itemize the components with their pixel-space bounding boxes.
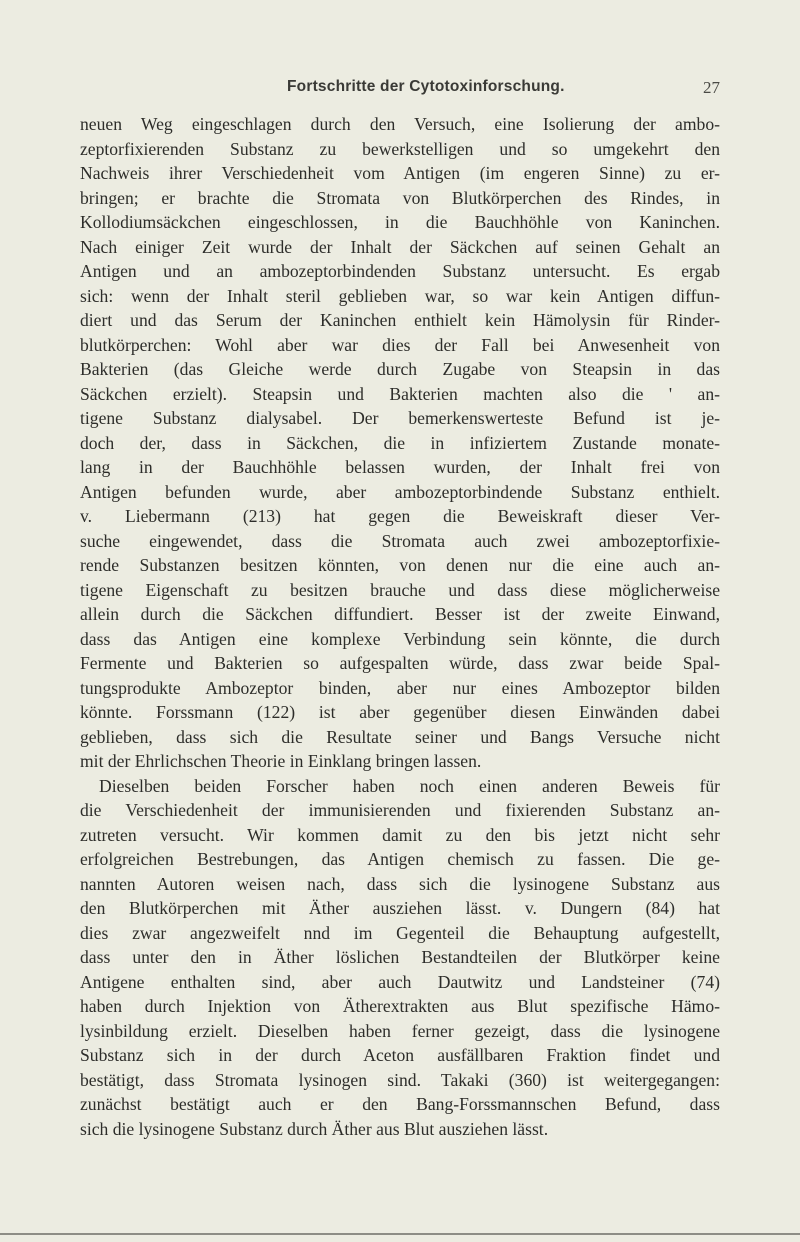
paragraph-end-line: mit der Ehrlichschen Theorie in Einklang bringen lassen. bbox=[80, 751, 482, 771]
page-number: 27 bbox=[703, 78, 720, 97]
text-line: dass unter den in Äther löslichen Bestandteilen der Blutkörper keine bbox=[80, 947, 720, 967]
text-line: lang in der Bauchhöhle belassen wurden, der Inhalt frei von bbox=[80, 457, 720, 477]
text-line: Antigen und an ambozeptorbindenden Substanz untersucht. Es ergab bbox=[80, 261, 720, 281]
text-line: zutreten versucht. Wir kommen damit zu den bis jetzt nicht sehr bbox=[80, 824, 720, 845]
text-line: Fermente und Bakterien so aufgespalten würde, dass zwar beide Spal- bbox=[80, 653, 720, 673]
body-text bbox=[80, 112, 720, 1141]
text-line: Antigene enthalten sind, aber auch Dautwitz und Landsteiner (74) bbox=[80, 971, 720, 992]
text-line: tungsprodukte Ambozeptor binden, aber nur eines Ambozeptor bilden bbox=[80, 677, 720, 698]
text-line: Bakterien (das Gleiche werde durch Zugabe von Steapsin in das bbox=[80, 359, 720, 379]
page-header bbox=[0, 78, 800, 102]
paragraph-end-line: sich die lysinogene Substanz durch Äther aus Blut ausziehen lässt. bbox=[80, 1118, 549, 1139]
text-line: suche eingewendet, dass die Stromata auch zwei ambozeptorfixie- bbox=[80, 530, 720, 551]
text-line: diert und das Serum der Kaninchen enthielt kein Hämolysin für Rinder- bbox=[80, 310, 720, 330]
text-line: v. Liebermann (213) hat gegen die Beweiskraft dieser Ver- bbox=[80, 506, 720, 526]
text-line: sich: wenn der Inhalt steril geblieben war, so war kein Antigen diffun- bbox=[80, 285, 720, 306]
text-line: blutkörperchen: Wohl aber war dies der Fall bei Anwesenheit von bbox=[80, 334, 720, 355]
text-line: dass das Antigen eine komplexe Verbindung sein könnte, die durch bbox=[80, 628, 720, 649]
text-line: geblieben, dass sich die Resultate seiner und Bangs Versuche nicht bbox=[80, 726, 720, 747]
text-line: zeptorfixierenden Substanz zu bewerkstelligen und so umgekehrt den bbox=[80, 138, 720, 159]
text-line: tigene Substanz dialysabel. Der bemerkenswerteste Befund ist je- bbox=[80, 408, 720, 428]
bottom-rule bbox=[0, 1233, 800, 1235]
text-line: haben durch Injektion von Ätherextrakten aus Blut spezifische Hämo- bbox=[80, 996, 720, 1016]
text-line: die Verschiedenheit der immunisierenden und fixierenden Substanz an- bbox=[80, 800, 720, 820]
text-line: nannten Autoren weisen nach, dass sich die lysinogene Substanz aus bbox=[80, 873, 720, 894]
text-line: zunächst bestätigt auch er den Bang-Forssmannschen Befund, dass bbox=[80, 1094, 720, 1114]
text-line: Substanz sich in der durch Aceton ausfällbaren Fraktion findet und bbox=[80, 1045, 720, 1065]
text-line: lysinbildung erzielt. Dieselben haben ferner gezeigt, dass die lysinogene bbox=[80, 1020, 720, 1041]
text-line: bringen; er brachte die Stromata von Blutkörperchen des Rindes, in bbox=[80, 187, 720, 208]
text-line: Antigen befunden wurde, aber ambozeptorbindende Substanz enthielt. bbox=[80, 481, 720, 502]
text-line: allein durch die Säckchen diffundiert. Besser ist der zweite Einwand, bbox=[80, 604, 720, 624]
text-line: Säckchen erzielt). Steapsin und Bakterien machten also die ' an- bbox=[80, 383, 720, 404]
text-line: Nach einiger Zeit wurde der Inhalt der Säckchen auf seinen Gehalt an bbox=[80, 236, 720, 257]
text-line: neuen Weg eingeschlagen durch den Versuch, eine Isolierung der ambo- bbox=[80, 114, 720, 134]
text-line: Kollodiumsäckchen eingeschlossen, in die Bauchhöhle von Kaninchen. bbox=[80, 212, 720, 232]
text-line: Nachweis ihrer Verschiedenheit vom Antigen (im engeren Sinne) zu er- bbox=[80, 163, 720, 183]
text-line: könnte. Forssmann (122) ist aber gegenüber diesen Einwänden dabei bbox=[80, 702, 720, 722]
running-head: Fortschritte der Cytotoxinforschung. bbox=[287, 78, 565, 95]
text-line: bestätigt, dass Stromata lysinogen sind. Takaki (360) ist weitergegangen: bbox=[80, 1069, 720, 1090]
text-line: tigene Eigenschaft zu besitzen brauche und dass diese möglicherweise bbox=[80, 579, 720, 600]
text-line: erfolgreichen Bestrebungen, das Antigen chemisch zu fassen. Die ge- bbox=[80, 849, 720, 869]
text-line: rende Substanzen besitzen könnten, von denen nur die eine auch an- bbox=[80, 555, 720, 575]
text-line: doch der, dass in Säckchen, die in infiziertem Zustande monate- bbox=[80, 432, 720, 453]
paragraph-first-line: Dieselben beiden Forscher haben noch einen anderen Beweis für bbox=[99, 775, 720, 796]
text-line: dies zwar angezweifelt nnd im Gegenteil die Behauptung aufgestellt, bbox=[80, 922, 720, 943]
text-line: den Blutkörperchen mit Äther ausziehen lässt. v. Dungern (84) hat bbox=[80, 898, 720, 918]
